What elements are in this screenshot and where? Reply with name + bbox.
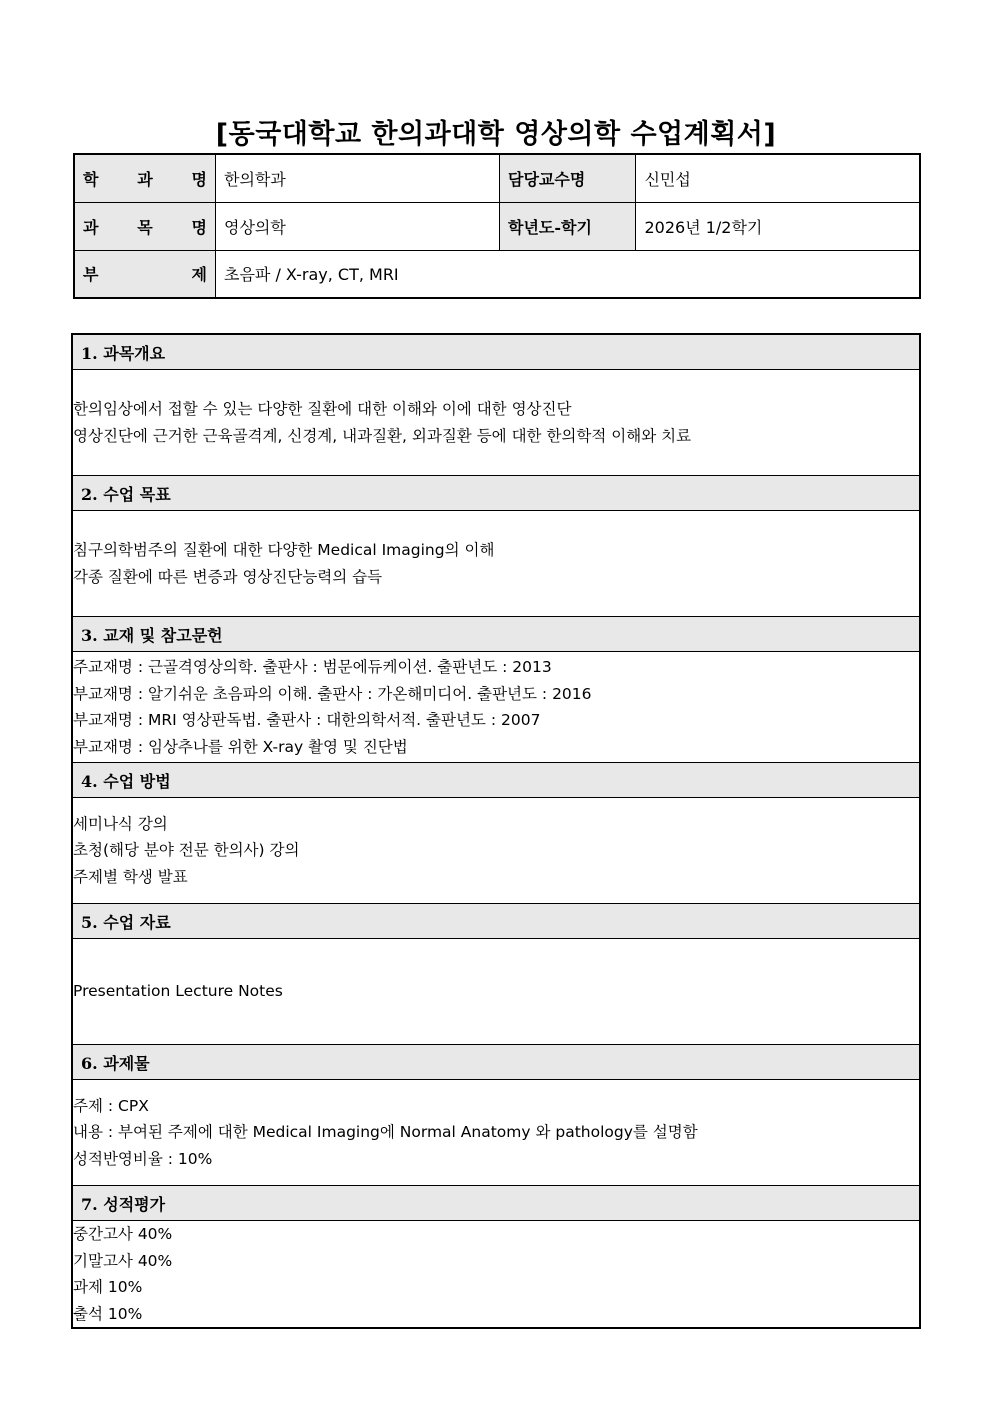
section-heading-objectives: 2. 수업 목표 <box>73 476 919 511</box>
subtitle-label: 부 제 <box>74 250 216 298</box>
info-row-1 <box>74 154 920 202</box>
section-line: 내용 : 부여된 주제에 대한 Medical Imaging에 Normal Anatomy 와 pathology를 설명함 <box>73 1123 698 1142</box>
section-body-objectives <box>73 511 919 617</box>
course-value: 영상의학 <box>216 202 500 250</box>
section-line: 중간고사 40% <box>73 1225 173 1243</box>
section-line: 부교재명 : 알기쉬운 초음파의 이해. 출판사 : 가온해미디어. 출판년도 : 2016 <box>73 684 592 703</box>
section-line: 초청(해당 분야 전문 한의사) 강의 <box>73 841 300 860</box>
section-body-textbooks <box>73 652 919 763</box>
syllabus-sections <box>71 333 921 1329</box>
section-heading-overview: 1. 과목개요 <box>73 335 919 370</box>
info-row-3 <box>74 250 920 298</box>
section-line: 침구의학범주의 질환에 대한 다양한 Medical Imaging의 이해 <box>73 541 495 559</box>
section-heading-grading: 7. 성적평가 <box>73 1186 919 1221</box>
professor-label: 담당교수명 <box>500 154 636 202</box>
section-line: 영상진단에 근거한 근육골격계, 신경계, 내과질환, 외과질환 등에 대한 한의학적 이해와 치료 <box>73 426 692 445</box>
professor-value: 신민섭 <box>636 154 920 202</box>
section-body-assignment <box>73 1080 919 1186</box>
section-line: 주제별 학생 발표 <box>73 867 188 886</box>
department-value: 한의학과 <box>216 154 500 202</box>
section-heading-assignment: 6. 과제물 <box>73 1045 919 1080</box>
section-line: 부교재명 : 임상추나를 위한 X-ray 촬영 및 진단법 <box>73 737 408 756</box>
section-body-overview <box>73 370 919 476</box>
info-row-2 <box>74 202 920 250</box>
section-line: 기말고사 40% <box>73 1251 173 1270</box>
section-line: 출석 10% <box>73 1304 143 1323</box>
department-label: 학 과 명 <box>74 154 216 202</box>
course-label: 과 목 명 <box>74 202 216 250</box>
section-body-methods <box>73 798 919 904</box>
subtitle-value: 초음파 / X-ray, CT, MRI <box>216 250 921 298</box>
section-line: 각종 질환에 따른 변증과 영상진단능력의 습득 <box>73 567 383 586</box>
section-body-grading <box>73 1221 919 1327</box>
section-line: 성적반영비율 : 10% <box>73 1149 213 1168</box>
section-heading-materials: 5. 수업 자료 <box>73 904 919 939</box>
document-title: [동국대학교 한의과대학 영상의학 수업계획서] <box>215 119 777 150</box>
course-info-table <box>73 153 921 299</box>
section-line: Presentation Lecture Notes <box>73 982 283 1001</box>
section-line: 주제 : CPX <box>73 1096 149 1115</box>
section-line: 부교재명 : MRI 영상판독법. 출판사 : 대한의학서적. 출판년도 : 2007 <box>73 711 541 729</box>
year-term-value: 2026년 1/2학기 <box>636 202 920 250</box>
section-heading-methods: 4. 수업 방법 <box>73 763 919 798</box>
section-line: 한의임상에서 접할 수 있는 다양한 질환에 대한 이해와 이에 대한 영상진단 <box>73 400 572 418</box>
section-line: 세미나식 강의 <box>73 814 168 833</box>
year-term-label: 학년도-학기 <box>500 202 636 250</box>
section-line: 주교재명 : 근골격영상의학. 출판사 : 범문에듀케이션. 출판년도 : 2013 <box>73 658 552 676</box>
section-heading-textbooks: 3. 교재 및 참고문헌 <box>73 617 919 652</box>
section-body-materials <box>73 939 919 1045</box>
section-line: 과제 10% <box>73 1278 143 1296</box>
